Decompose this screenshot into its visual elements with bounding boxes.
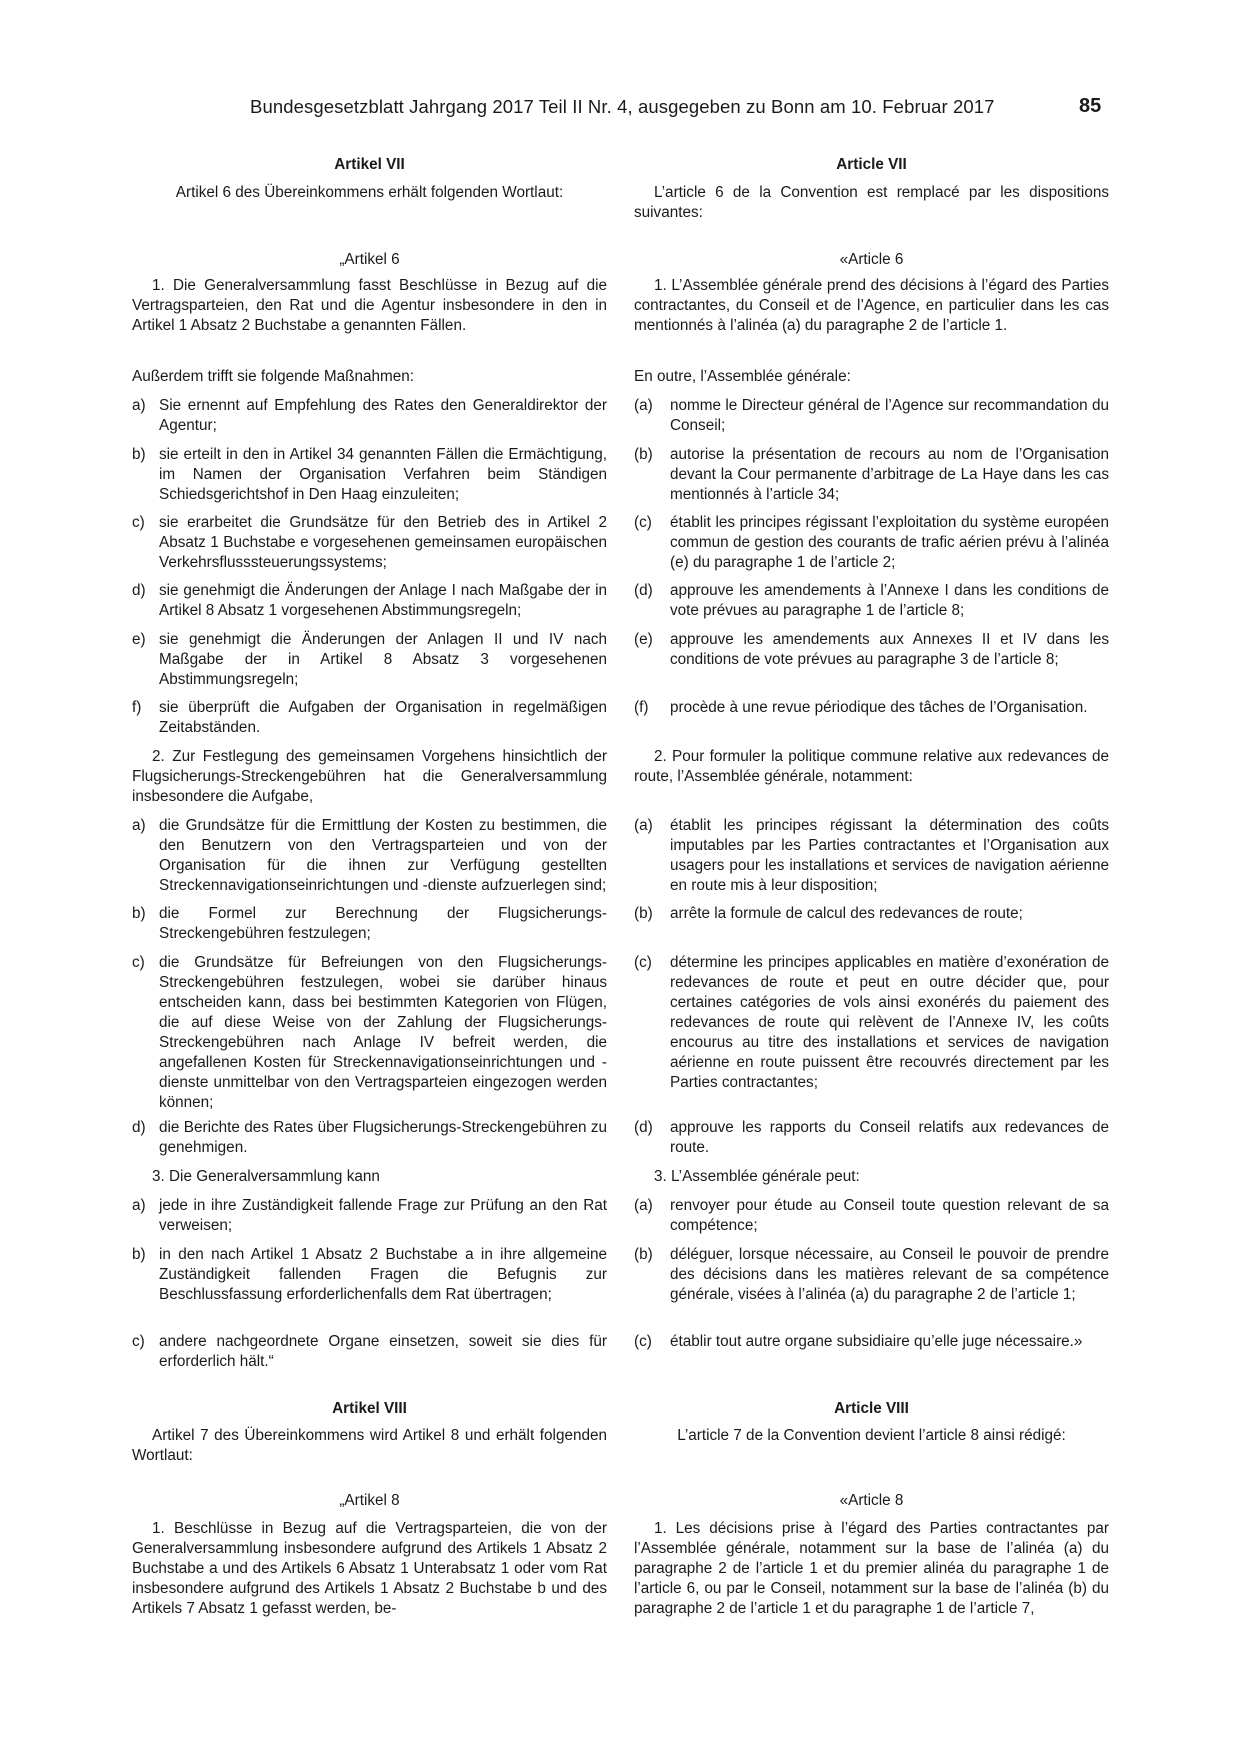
de-art6-p1: 1. Die Generalversammlung fasst Beschlüsse in Bezug auf die Vertragsparteien, den Rat und die Agentur insbesondere in den in Artikel 1 Absatz 2 Buchstabe a genannten Fällen.: [132, 277, 607, 334]
fr-art8-p1: 1. Les décisions prise à l’égard des Parties contractantes par l’Assemblée générale, notamment sur la base de l’alinéa (a) du paragraphe 2 de l’article 1 et du premier alinéa du paragraphe 1 de l’article 6, ou par le Conseil, notamment sur la base de l’alinéa (b) du paragraphe 2 de l’article 1 et du paragraphe 1 de l’article 7,: [634, 1520, 1109, 1617]
fr-list2-item-a: (a) établit les principes régissant la détermination des coûts imputables par les Parties contractantes et l’Organisation aux usagers pour les installations et services de navigation aérienne en route mis à leur disposition;: [634, 817, 1109, 894]
de-list1-item-a: a) Sie ernennt auf Empfehlung des Rates den Generaldirektor der Agentur;: [132, 397, 607, 434]
fr-list1-item-b: (b) autorise la présentation de recours au nom de l’Organisation devant la Cour permanente d’arbitrage de La Haye dans les cas mentionnés à l’article 34;: [634, 446, 1109, 503]
de-list3-item-a: a) jede in ihre Zuständigkeit fallende Frage zur Prüfung an den Rat verweisen;: [132, 1197, 607, 1234]
fr-art6-title: «Article 6: [839, 251, 904, 268]
de-art6-p1-more: Außerdem trifft sie folgende Maßnahmen:: [132, 368, 414, 385]
fr-list1-item-d: (d) approuve les amendements à l’Annexe I dans les conditions de vote prévues au paragraphe 1 de l’article 8;: [634, 582, 1109, 619]
de-list3-item-c: c) andere nachgeordnete Organe einsetzen, soweit sie dies für erforderlich hält.“: [132, 1333, 607, 1370]
de-art8-intro: Artikel 7 des Übereinkommens wird Artikel 8 und erhält folgenden Wortlaut:: [132, 1427, 607, 1464]
running-title: Bundesgesetzblatt Jahrgang 2017 Teil II Nr. 4, ausgegeben zu Bonn am 10. Februar 2017: [250, 96, 995, 117]
fr-art8-heading: Article VIII: [834, 1400, 909, 1417]
fr-list2-item-d: (d) approuve les rapports du Conseil relatifs aux redevances de route.: [634, 1119, 1109, 1156]
fr-list3-item-c: (c) établir tout autre organe subsidiaire qu’elle juge nécessaire.»: [634, 1333, 1083, 1350]
fr-art7-heading: Article VII: [836, 156, 907, 173]
fr-art6-p2: 2. Pour formuler la politique commune relative aux redevances de route, l’Assemblée générale, notamment:: [634, 748, 1109, 785]
de-list2-item-c: c) die Grundsätze für Befreiungen von den Flugsicherungs-Streckengebühren festzulegen, wobei sie darüber hinaus entscheiden kann, dass bei bestimmten Kategorien von Flügen, die auf diese Weise von der Zahlung der Flugsicherungs-Streckengebühren nach Anlage IV befreit werden, die angefallenen Kosten für Streckennavigationseinrichtungen und -dienste unmittelbar von den Vertragsparteien eingezogen werden können;: [132, 954, 607, 1111]
fr-art6-p3: 3. L’Assemblée générale peut:: [654, 1168, 860, 1185]
fr-list2-item-c: (c) détermine les principes applicables en matière d’exonération de redevances de route et peut en outre décider que, pour certaines catégories de vols ainsi exonérés du paiement des redevances de route qui relèvent de l’Annexe IV, les coûts encourus au titre des installations et services de navigation aérienne en route puissent être recouvrés directement par les Parties contractantes;: [634, 954, 1109, 1091]
de-list1-item-b: b) sie erteilt in den in Artikel 34 genannten Fällen die Ermächtigung, im Namen der Organisation Verfahren beim Ständigen Schiedsgerichtshof in Den Haag einzuleiten;: [132, 446, 607, 503]
de-list2-item-d: d) die Berichte des Rates über Flugsicherungs-Streckengebühren zu genehmigen.: [132, 1119, 607, 1156]
de-art7-heading: Artikel VII: [334, 156, 405, 173]
fr-list1-item-a: (a) nomme le Directeur général de l’Agence sur recommandation du Conseil;: [634, 397, 1109, 434]
de-art7-intro: Artikel 6 des Übereinkommens erhält folgenden Wortlaut:: [175, 184, 564, 201]
fr-list2-item-b: (b) arrête la formule de calcul des redevances de route;: [634, 905, 1023, 922]
fr-art6-p1: 1. L’Assemblée générale prend des décisions à l’égard des Parties contractantes, du Conseil et de l’Agence, en particulier dans les cas mentionnés à l’alinéa (a) du paragraphe 2 de l’article 1.: [634, 277, 1109, 334]
de-art8-title: „Artikel 8: [339, 1492, 400, 1509]
de-list1-item-d: d) sie genehmigt die Änderungen der Anlage I nach Maßgabe der in Artikel 8 Absatz 1 vorgesehenen Abstimmungsregeln;: [132, 582, 607, 619]
de-art6-p2: 2. Zur Festlegung des gemeinsamen Vorgehens hinsichtlich der Flugsicherungs-Streckengebühren hat die Generalversammlung insbesondere die Aufgabe,: [132, 748, 607, 805]
de-art6-p3: 3. Die Generalversammlung kann: [152, 1168, 380, 1185]
de-list1-item-c: c) sie erarbeitet die Grundsätze für den Betrieb des in Artikel 2 Absatz 1 Buchstabe e vorgesehenen gemeinsamen europäischen Verkehrsflusssteuerungssystems;: [132, 514, 607, 571]
fr-art6-p1-more: En outre, l’Assemblée générale:: [634, 368, 851, 385]
fr-list1-item-e: (e) approuve les amendements aux Annexes II et IV dans les conditions de vote prévues au paragraphe 3 de l’article 8;: [634, 631, 1109, 668]
de-art8-p1: 1. Beschlüsse in Bezug auf die Vertragsparteien, die von der Generalversammlung insbesondere aufgrund des Artikels 1 Absatz 2 Buchstabe a und des Artikels 6 Absatz 1 Unterabsatz 1 oder vom Rat insbesondere aufgrund des Artikels 1 Absatz 2 Buchstabe b und des Artikels 7 Absatz 1 gefasst werden, be-: [132, 1520, 607, 1617]
de-art6-title: „Artikel 6: [339, 251, 400, 268]
fr-art8-intro: L’article 7 de la Convention devient l’article 8 ainsi rédigé:: [677, 1427, 1066, 1444]
fr-list3-item-a: (a) renvoyer pour étude au Conseil toute question relevant de sa compétence;: [634, 1197, 1109, 1234]
fr-list1-item-f: (f) procède à une revue périodique des tâches de l’Organisation.: [634, 699, 1088, 716]
de-art8-heading: Artikel VIII: [332, 1400, 407, 1417]
de-list2-item-a: a) die Grundsätze für die Ermittlung der Kosten zu bestimmen, die den Benutzern von den Vertragsparteien und von der Organisation für die ihnen zur Verfügung gestellten Streckennavigationseinrichtungen und -dienste aufzuerlegen sind;: [132, 817, 607, 894]
fr-list3-item-b: (b) déléguer, lorsque nécessaire, au Conseil le pouvoir de prendre des décisions dans les matières relevant de sa compétence générale, visées à l’alinéa (a) du paragraphe 2 de l’article 1;: [634, 1246, 1109, 1303]
fr-art8-title: «Article 8: [839, 1492, 904, 1509]
de-list2-item-b: b) die Formel zur Berechnung der Flugsicherungs-Streckengebühren festzulegen;: [132, 905, 607, 942]
de-list1-item-f: f) sie überprüft die Aufgaben der Organisation in regelmäßigen Zeitabständen.: [132, 699, 607, 736]
de-list1-item-e: e) sie genehmigt die Änderungen der Anlagen II und IV nach Maßgabe der in Artikel 8 Absatz 3 vorgesehenen Abstimmungsregeln;: [132, 631, 607, 688]
page-number: 85: [1079, 95, 1102, 117]
de-list3-item-b: b) in den nach Artikel 1 Absatz 2 Buchstabe a in ihre allgemeine Zuständigkeit fallenden Fragen die Befugnis zur Beschlussfassung erforderlichenfalls dem Rat übertragen;: [132, 1246, 607, 1303]
fr-art7-intro: L’article 6 de la Convention est remplacé par les dispositions suivantes:: [634, 184, 1109, 221]
fr-list1-item-c: (c) établit les principes régissant l’exploitation du système européen commun de gestion des courants de trafic aérien prévu à l’alinéa (e) du paragraphe 1 de l’article 2;: [634, 514, 1109, 571]
